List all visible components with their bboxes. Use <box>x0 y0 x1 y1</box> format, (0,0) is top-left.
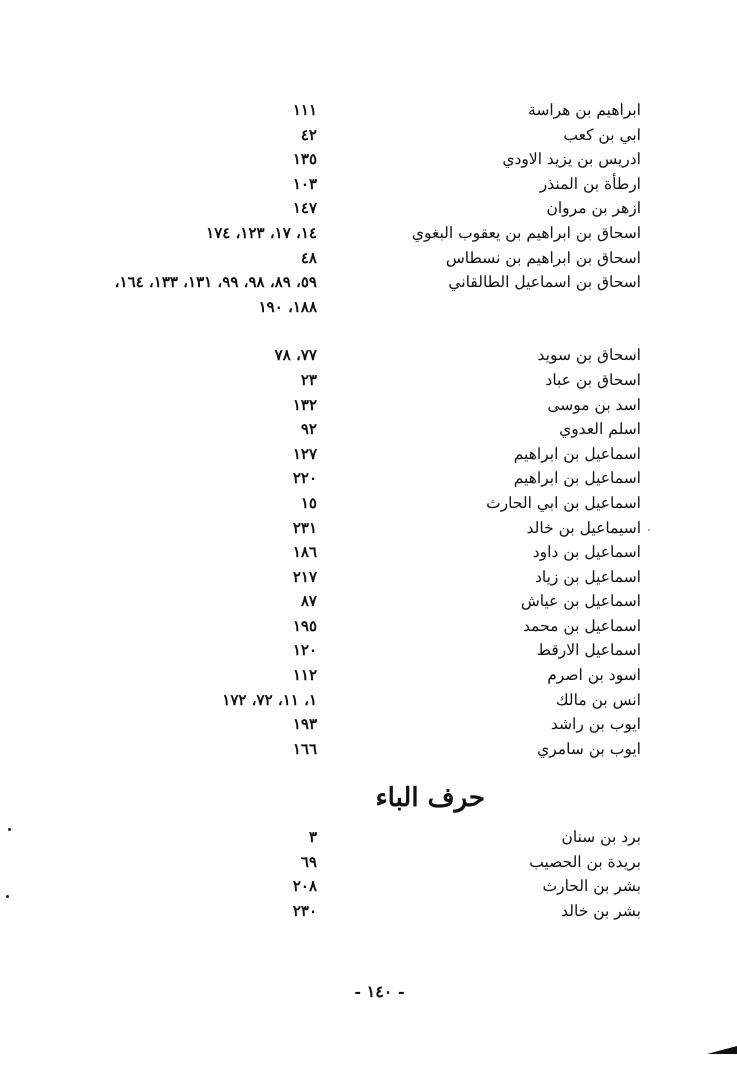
index-row <box>0 246 737 271</box>
index-row <box>0 614 737 639</box>
index-row <box>0 540 737 565</box>
index-row <box>0 850 737 875</box>
page-refs: ١، ١١، ٧٢، ١٧٢ <box>222 690 317 709</box>
page-refs: ١٥ <box>300 493 317 512</box>
index-row <box>0 688 737 713</box>
person-name: اسماعيل بن محمد <box>522 616 641 635</box>
index-row <box>0 638 737 663</box>
index-row <box>0 663 737 688</box>
person-name: اسحاق بن سويد <box>537 346 641 365</box>
index-list-alif <box>0 98 737 761</box>
page-refs: ١٤٧ <box>292 199 317 218</box>
index-list-ba <box>0 825 737 923</box>
index-row <box>0 516 737 541</box>
person-name: اسود بن اصرم <box>547 666 641 685</box>
page-refs: ٤٢ <box>300 125 317 144</box>
person-name: اسد بن موسى <box>547 395 641 414</box>
index-row-continuation <box>0 295 737 320</box>
index-row <box>0 491 737 516</box>
index-row <box>0 417 737 442</box>
index-row-spacer <box>0 319 737 343</box>
page-refs: ٤٨ <box>300 248 317 267</box>
page-refs: ١٢٠ <box>292 641 317 660</box>
person-name: اسلم العدوي <box>559 420 641 439</box>
person-name: ارطأة بن المنذر <box>539 174 641 193</box>
section-heading: حرف الباء <box>375 783 485 813</box>
person-name: ابراهيم بن هراسة <box>528 101 641 119</box>
index-row <box>0 123 737 148</box>
person-name: ايوب بن راشد <box>550 715 641 734</box>
person-name: اسحاق بن عباد <box>545 370 641 389</box>
person-name: ابي بن كعب <box>563 125 641 144</box>
page-refs: ٢٢٠ <box>292 469 317 488</box>
page-refs: ٢١٧ <box>292 567 317 586</box>
person-name: اسماعيل بن ابراهيم <box>513 469 641 488</box>
person-name: بريدة بن الحصيب <box>529 852 641 871</box>
person-name: اسحاق بن ابراهيم بن نسطاس <box>445 248 641 267</box>
page-refs: ٦٩ <box>300 852 317 871</box>
person-name: اسماعيل الارقط <box>536 641 641 660</box>
page-refs: ١٤، ١٧، ١٢٣، ١٧٤ <box>206 223 317 242</box>
person-name: برد بن سنان <box>561 828 641 846</box>
index-row <box>0 393 737 418</box>
scan-speck <box>648 529 650 531</box>
person-name: اسماعيل بن داود <box>532 543 641 562</box>
person-name: بشر بن خالد <box>561 901 641 920</box>
page-refs: ٨٧ <box>300 592 317 611</box>
page-refs: ١٢٧ <box>292 444 317 463</box>
page-refs: ١١١ <box>292 101 317 119</box>
page-refs: ٢٣١ <box>292 518 317 537</box>
page-refs: ٧٧، ٧٨ <box>274 346 317 365</box>
person-name: ادريس بن يزيد الاودي <box>502 150 641 169</box>
index-row <box>0 98 737 123</box>
page-refs: ٢٣ <box>300 370 317 389</box>
page-refs: ١٣٥ <box>292 150 317 169</box>
scan-speck <box>8 828 11 831</box>
page-refs: ٢٠٨ <box>292 877 317 896</box>
page-refs: ٥٩، ٨٩، ٩٨، ٩٩، ١٣١، ١٣٣، ١٦٤، <box>114 273 317 292</box>
index-row <box>0 874 737 899</box>
page-refs: ١٩٣ <box>292 715 317 734</box>
index-row <box>0 196 737 221</box>
page-refs: ٣ <box>308 828 317 846</box>
index-row <box>0 172 737 197</box>
person-name: ايوب بن سامري <box>537 739 641 758</box>
index-row <box>0 147 737 172</box>
index-row <box>0 825 737 850</box>
page-refs: ١٨٨، ١٩٠ <box>258 297 317 316</box>
index-row <box>0 221 737 246</box>
page-refs: ١٠٣ <box>292 174 317 193</box>
page-refs: ١٦٦ <box>292 739 317 758</box>
page-refs: ٢٣٠ <box>292 901 317 920</box>
person-name: بشر بن الحارث <box>542 877 641 896</box>
person-name: ازهر بن مروان <box>546 199 641 218</box>
scan-speck <box>6 895 9 898</box>
corner-mark <box>707 1046 737 1054</box>
person-name: اسماعيل بن ابي الحارث <box>486 493 641 512</box>
index-row <box>0 589 737 614</box>
index-row <box>0 442 737 467</box>
person-name: اسماعيل بن عياش <box>520 592 641 611</box>
index-row <box>0 899 737 924</box>
index-row <box>0 270 737 295</box>
page-refs: ١٨٦ <box>292 543 317 562</box>
person-name: اسماعيل بن ابراهيم <box>513 444 641 463</box>
page-refs: ٩٢ <box>300 420 317 439</box>
index-row <box>0 368 737 393</box>
page-refs: ١١٢ <box>292 666 317 685</box>
index-row <box>0 343 737 368</box>
index-row <box>0 565 737 590</box>
index-row <box>0 712 737 737</box>
page-refs: ١٩٥ <box>292 616 317 635</box>
person-name: اسماعيل بن زياد <box>534 567 641 586</box>
person-name: اسيماعيل بن خالد <box>526 518 641 537</box>
page-refs: ١٣٢ <box>292 395 317 414</box>
page-number: - ١٤٠ - <box>354 982 405 1001</box>
index-row <box>0 466 737 491</box>
index-row <box>0 737 737 762</box>
person-name: اسحاق بن اسماعيل الطالقاني <box>448 273 641 292</box>
person-name: انس بن مالك <box>555 690 641 709</box>
person-name: اسحاق بن ابراهيم بن يعقوب البغوي <box>411 223 641 242</box>
